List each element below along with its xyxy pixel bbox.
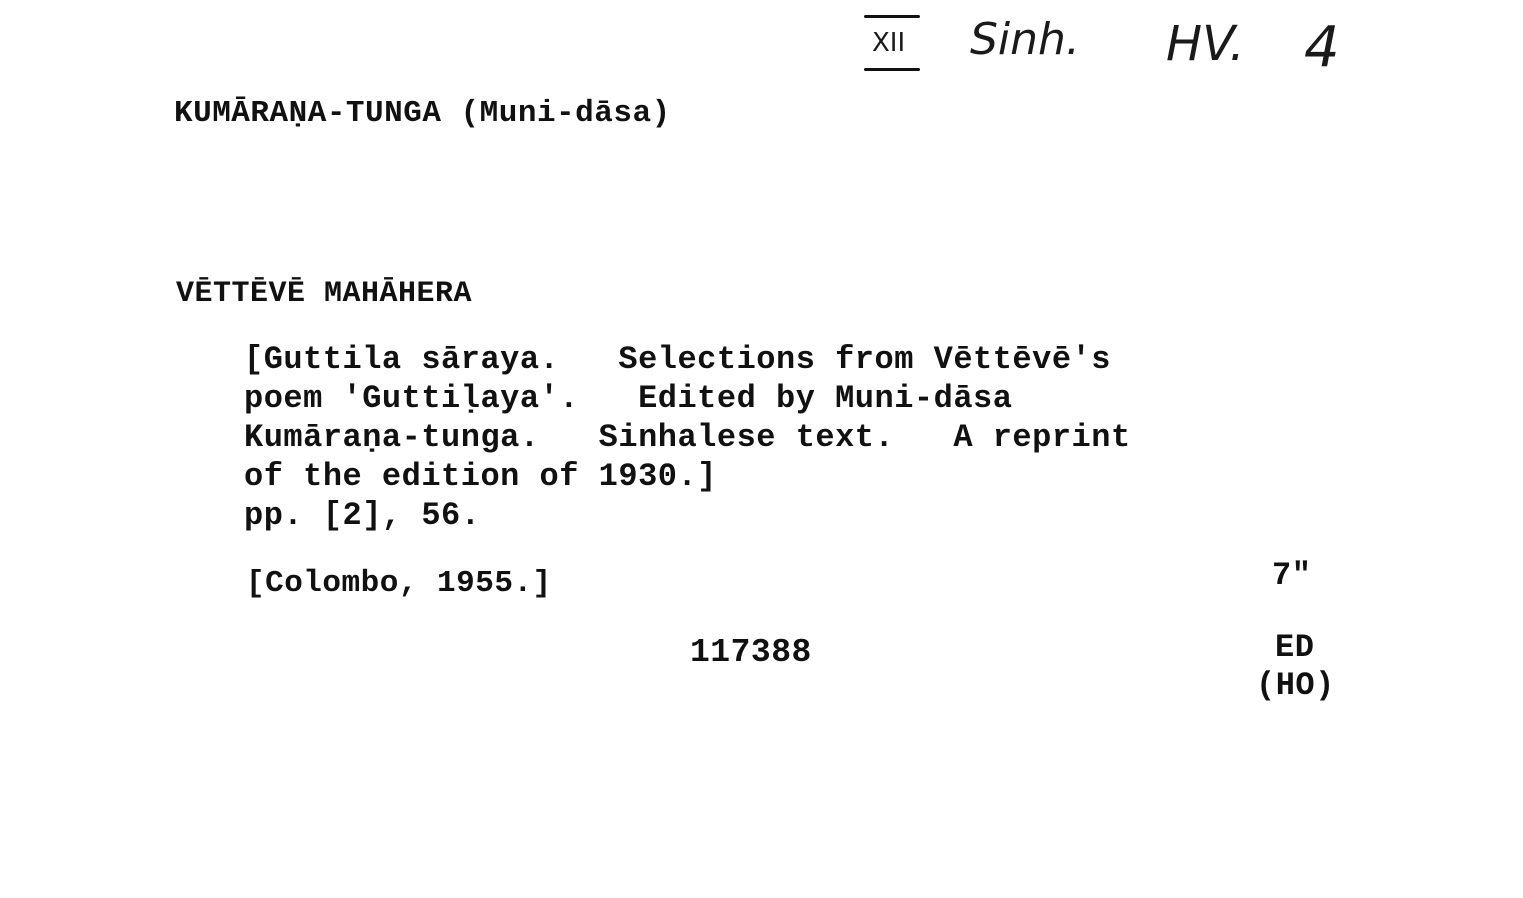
imprint: [Colombo, 1955.] — [246, 566, 552, 601]
shelfmark-box — [862, 8, 946, 72]
author-heading: KUMĀRAṆA-TUNGA (Muni-dāsa) — [174, 96, 671, 131]
location-code: ED — [1275, 629, 1315, 666]
shelfmark-roman: XII — [872, 28, 906, 58]
title-heading: VĒTTĒVĒ MAHĀHERA — [176, 277, 473, 311]
accession-number: 117388 — [690, 634, 812, 671]
description-line: poem 'Guttiḷaya'. Edited by Muni-dāsa — [244, 380, 1013, 417]
description-line: of the edition of 1930.] — [244, 458, 717, 495]
shelfmark-hv: HV. — [1166, 16, 1245, 72]
description-line: Kumāraṇa-tunga. Sinhalese text. A reprint — [244, 419, 1131, 456]
shelfmark-number: 4 — [1304, 15, 1340, 80]
collation-line: pp. [2], 56. — [244, 497, 481, 534]
description-line: [Guttila sāraya. Selections from Vēttēvē's — [244, 341, 1111, 378]
shelfmark-overline — [864, 15, 920, 18]
size-note: 7" — [1272, 557, 1312, 594]
shelfmark-sinh: Sinh. — [970, 14, 1080, 65]
shelfmark-underline — [864, 68, 920, 71]
description-block — [244, 340, 1131, 535]
location-subcode: (HO) — [1256, 667, 1335, 704]
